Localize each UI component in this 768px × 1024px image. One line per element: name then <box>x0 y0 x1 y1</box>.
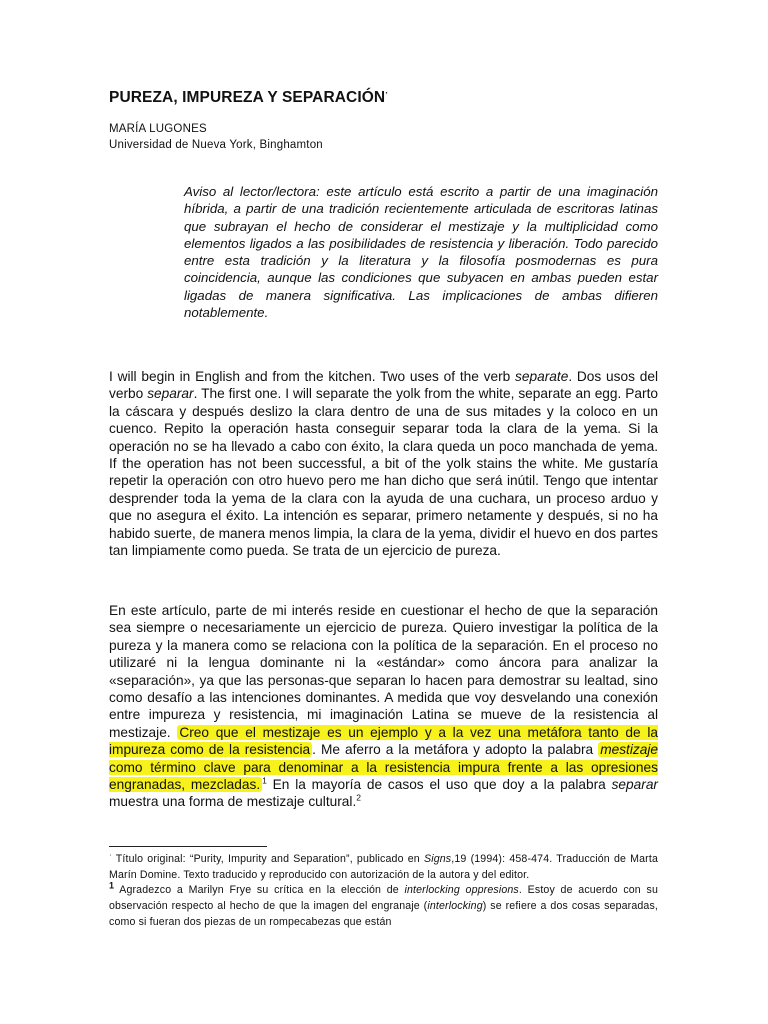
paragraph-1-text-e: . The first one. I will separate the yolk from the white, separate an egg. Parto la cáscara y después deslizo la clara dentro de una de sus mitades y la coloco en un cuenco. Repito la operación hasta conseguir separar toda la clara de la yema. Si la operación no se ha llevado a cabo con éxito, la clara queda un poco manchada de yema. If the operation has not been successful, a bit of the yolk stains the white. Me gustaría repetir la operación con otro huevo pero me han dicho que será inútil. Tengo que intentar desprender toda la yema de la clara con la ayuda de una cuchara, un proceso arduo y que no asegura el éxito. La intención es separar, primero netamente y después, si no ha habido suerte, de manera menos limpia, la clara de la yema, dividir el huevo en dos partes tan limpiamente como pueda. Se trata de un ejercicio de pureza. <box>109 386 658 559</box>
footnotes <box>109 852 658 931</box>
footnote-0-text-c: ,19 (1994): 458-474. Traducción de Marta Marín Domine. Texto traducido y reproducido con autorización de la autora y del editor. <box>109 853 658 881</box>
footnote-1-text-e: ) se refiere a dos cosas separadas, como si fueran dos piezas de un rompecabezas que están <box>109 900 658 928</box>
footnote-ref-2: 2 <box>356 792 361 803</box>
footnote-0-mark: · <box>109 850 112 860</box>
paragraph-2-text-b: . Me aferro a la metáfora y adopto la palabra <box>312 742 599 758</box>
footnote-ref-1: 1 <box>262 775 267 786</box>
highlight-2-italic: mestizaje <box>600 742 658 758</box>
paragraph-1 <box>109 368 658 559</box>
reader-notice: Aviso al lector/lectora: este artículo está escrito a partir de una imaginación híbrida, a partir de una tradición recientemente articulada de escritoras latinas que subrayan el hecho de considerar el mestizaje y la multiplicidad como elementos ligados a las posibilidades de resistencia y liberación. Todo parecido entre esta tradición y la literatura y la filosofía posmodernas es pura coincidencia, aunque las condiciones que subyacen en ambas pueden estar ligadas de manera significativa. Las implicaciones de ambas difieren notablemente. <box>184 184 658 321</box>
paragraph-1-text-c: . Dos usos del verbo <box>109 369 658 402</box>
paragraph-1-italic-separate: separate <box>515 369 569 384</box>
author-block <box>109 121 323 153</box>
footnote-divider <box>109 846 267 847</box>
author-affiliation: Universidad de Nueva York, Binghamton <box>109 139 323 151</box>
paragraph-2-italic-separar: separar <box>611 777 658 793</box>
footnote-1-mark: 1 <box>109 880 115 891</box>
author-name: MARÍA LUGONES <box>109 123 207 135</box>
footnote-1-italic-b: interlocking <box>427 900 483 913</box>
footnote-1-text-c: . Estoy de acuerdo con su observación respecto al hecho de que la imagen del engranaje ( <box>109 884 658 913</box>
paragraph-2-text-c: En la mayoría de casos el uso que doy a la palabra <box>266 777 612 793</box>
title-text: PUREZA, IMPUREZA Y SEPARACIÓN <box>109 89 386 106</box>
paragraph-2 <box>109 602 658 811</box>
footnote-1 <box>109 880 658 930</box>
paragraph-1-text-a: I will begin in English and from the kitchen. Two uses of the verb <box>109 369 516 384</box>
paragraph-2-text-a: En este artículo, parte de mi interés reside en cuestionar el hecho de que la separación sea siempre o necesariamente un ejercicio de pureza. Quiero investigar la política de la pureza y la manera como se relaciona con la política de la separación. En el proceso no utilizaré ni la lengua dominante ni la «estándar» como áncora para analizar la «separación», ya que las personas-que separan lo hacen para demostrar su lealtad, sino como desafío a las intenciones dominantes. A medida que voy desvelando una conexión entre impureza y resistencia, mi imaginación Latina se mueve de la resistencia al mestizaje. <box>109 603 658 740</box>
footnote-0 <box>109 852 658 883</box>
paragraph-2-text-e: muestra una forma de mestizaje cultural. <box>109 794 357 810</box>
highlight-2-text: como término clave para denominar a la resistencia impura frente a las opresiones engranadas, mezcladas. <box>109 759 658 793</box>
footnote-0-text-a: Título original: “Purity, Impurity and Separation”, publicado en <box>111 853 424 865</box>
title-footnote-mark: · <box>385 87 389 98</box>
highlight-1-text: Creo que el mestizaje es un ejemplo y a la vez una metáfora tanto de la impureza como de la resistencia <box>109 724 658 758</box>
footnote-0-italic: Signs <box>424 853 452 865</box>
paragraph-1-italic-separar: separar <box>147 386 194 402</box>
footnote-1-italic-a: interlocking oppresions <box>404 884 519 897</box>
footnote-1-text-a: Agradezco a Marilyn Frye su crítica en la elección de <box>114 884 405 897</box>
article-title <box>109 89 388 107</box>
